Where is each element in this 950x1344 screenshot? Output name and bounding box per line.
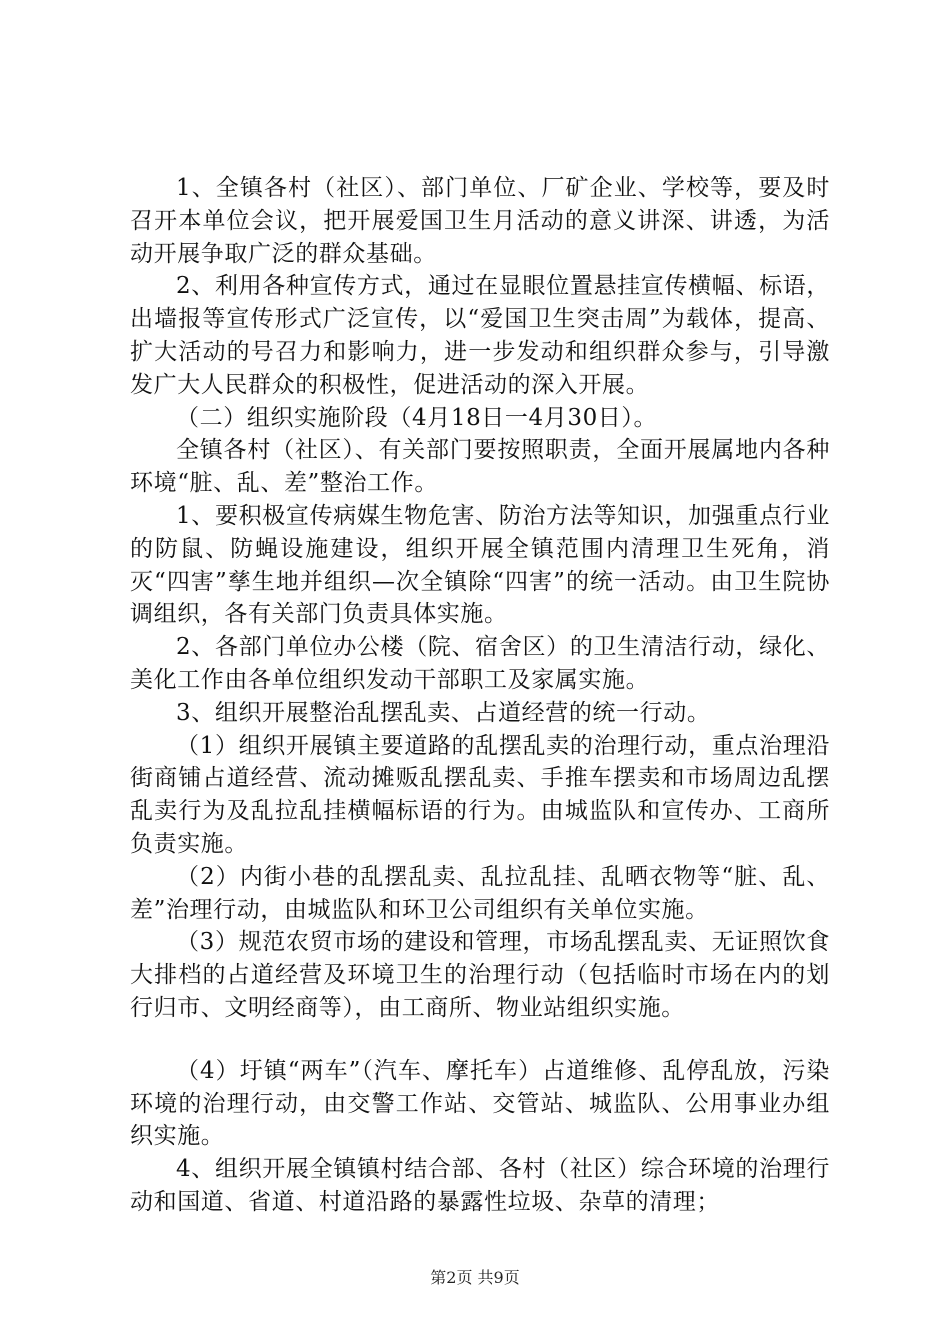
paragraph-publicity-methods: 2、利用各种宣传方式，通过在显眼位置悬挂宣传横幅、标语，出墙报等宣传形式广泛宣传，以“爱国卫生突击周”为载体，提高、扩大活动的号召力和影响力，进一步发动和组织群众参与，引导激发广大人民群众的积极性，促进活动的深入开展。 <box>130 273 830 398</box>
section-heading-implementation-stage: （二）组织实施阶段（4月18日一4月30日）。 <box>176 404 658 431</box>
paragraph-vehicle-governance: （4）圩镇“两车”（汽车、摩托车）占道维修、乱停乱放，污染环境的治理行动，由交警工作站、交管站、城监队、公用事业办组织实施。 <box>130 1057 830 1150</box>
paragraph-rural-environment: 4、组织开展全镇镇村结合部、各村（社区）综合环境的治理行动和国道、省道、村道沿路的暴露性垃圾、杂草的清理； <box>130 1156 830 1215</box>
paragraph-pest-control: 1、要积极宣传病媒生物危害、防治方法等知识，加强重点行业的防鼠、防蝇设施建设，组织开展全镇范围内清理卫生死角，消灭“四害”孳生地并组织—次全镇除“四害”的统一活动。由卫生院协调组织，各有关部门负责具体实施。 <box>130 502 830 628</box>
paragraph-main-road-governance: （1）组织开展镇主要道路的乱摆乱卖的治理行动，重点治理沿街商铺占道经营、流动摊贩乱摆乱卖、手推车摆卖和市场周边乱摆乱卖行为及乱拉乱挂横幅标语的行为。由城监队和宣传办、工商所负责实施。 <box>130 732 830 857</box>
paragraph-street-vendor-action: 3、组织开展整治乱摆乱卖、占道经营的统一行动。 <box>176 699 711 726</box>
page-number-footer: 第2页 共9页 <box>430 1268 520 1287</box>
document-body <box>130 172 830 1219</box>
paragraph-mobilize-meetings: 1、全镇各村（社区）、部门单位、厂矿企业、学校等，要及时召开本单位会议，把开展爱国卫生月活动的意义讲深、讲透，为活动开展争取广泛的群众基础。 <box>130 175 830 267</box>
paragraph-market-governance: （3）规范农贸市场的建设和管理，市场乱摆乱卖、无证照饮食大排档的占道经营及环境卫生的治理行动（包括临时市场在内的划行归市、文明经商等），由工商所、物业站组织实施。 <box>130 929 830 1021</box>
paragraph-alley-governance: （2）内街小巷的乱摆乱卖、乱拉乱挂、乱晒衣物等“脏、乱、差”治理行动，由城监队和环卫公司组织有关单位实施。 <box>130 863 830 923</box>
paragraph-office-cleaning: 2、各部门单位办公楼（院、宿舍区）的卫生清洁行动，绿化、美化工作由各单位组织发动干部职工及家属实施。 <box>130 634 830 693</box>
paragraph-implementation-intro: 全镇各村（社区）、有关部门要按照职责，全面开展属地内各种环境“脏、乱、差”整治工作。 <box>130 437 830 497</box>
